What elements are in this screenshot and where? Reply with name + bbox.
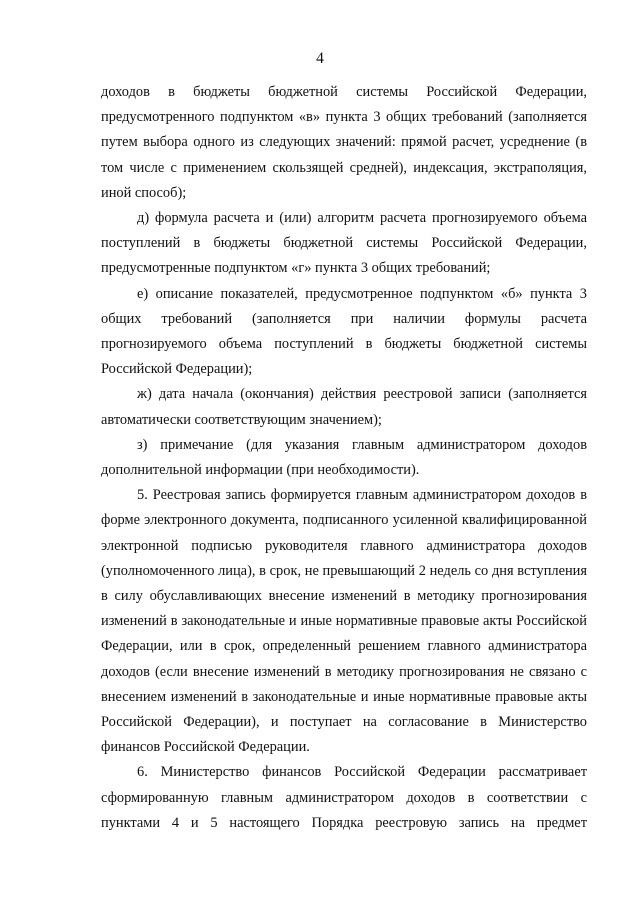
paragraph-item-d: д) формула расчета и (или) алгоритм расчета прогнозируемого объема поступлений в бюджеты бюджетной системы Российской Федерации, предусмотренные подпунктом «г» пункта 3 общих требований; bbox=[101, 210, 587, 277]
paragraph-section-6: 6. Министерство финансов Российской Федерации рассматривает сформированную главным администратором доходов в соответствии с пунктами 4 и 5 настоящего Порядка реестровую запись на предмет bbox=[101, 764, 587, 831]
paragraph-section-5: 5. Реестровая запись формируется главным администратором доходов в форме электронного документа, подписанного усиленной квалифицированной электронной подписью руководителя главного администратора доходов (уполномоченного лица), в срок, не превышающий 2 недель со дня вступления в силу обуславливающих внесение изменений в методику прогнозирования изменений в законодательные и иные нормативные правовые акты Российской Федерации, или в срок, определенный решением главного администратора доходов (если внесение изменений в методику прогнозирования не связано с внесением изменений в законодательные и иные нормативные правовые акты Российской Федерации), и поступает на согласование в Министерство финансов Российской Федерации. bbox=[101, 487, 587, 756]
paragraph-item-e: е) описание показателей, предусмотренное подпунктом «б» пункта 3 общих требований (заполняется при наличии формулы расчета прогнозируемого объема поступлений в бюджеты бюджетной системы Российской Федерации); bbox=[101, 285, 587, 378]
page-number: 4 bbox=[316, 50, 324, 67]
document-body bbox=[101, 80, 587, 836]
paragraph-continuation: доходов в бюджеты бюджетной системы Российской Федерации, предусмотренного подпунктом «в» пункта 3 общих требований (заполняется путем выбора одного из следующих значений: прямой расчет, усреднение (в том числе с применением скользящей средней), индексация, экстраполяция, иной способ); bbox=[101, 84, 587, 201]
paragraph-item-z: з) примечание (для указания главным администратором доходов дополнительной информации (при необходимости). bbox=[101, 436, 587, 479]
paragraph-item-zh: ж) дата начала (окончания) действия реестровой записи (заполняется автоматически соответствующим значением); bbox=[101, 386, 587, 428]
